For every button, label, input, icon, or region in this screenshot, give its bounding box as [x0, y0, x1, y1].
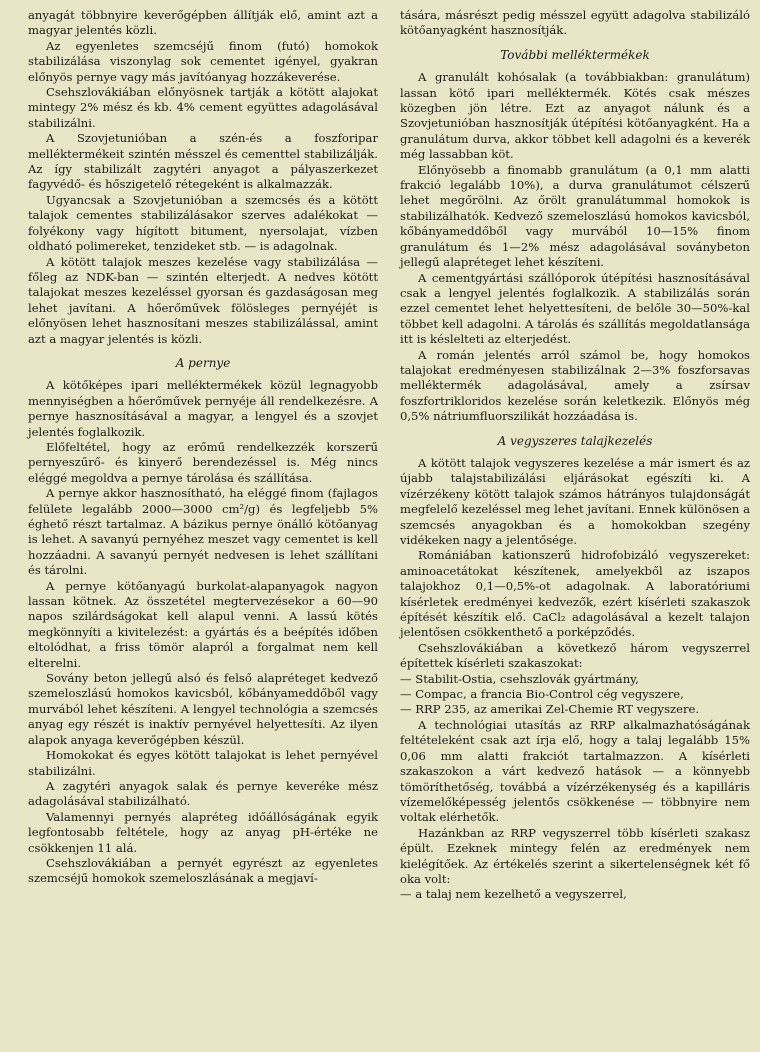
paragraph: A granulált kohósalak (a továbbiakban: granulátum) lassan kötő ipari melléktermék. Kötés csak mészes közegben jön létre. Ezt az anyagot nálunk és a Szovjetunióban hasznosítják útépítési kötőanyagként. Ha a granulátum durva, akkor többet kell adagolni és a keverék még lassabban köt. [400, 70, 750, 162]
paragraph: Ugyancsak a Szovjetunióban a szemcsés és a kötött talajok cementes stabilizálásakor szerves adalékokat — folyékony vagy hígított bitument, nyersolajat, vízben oldható polimereket, tenzideket stb. — is adagolnak. [28, 192, 378, 254]
paragraph: tására, másrészt pedig mésszel együtt adagolva stabilizáló kötőanyagként hasznosítják. [400, 8, 750, 38]
paragraph: A pernye kötőanyagú burkolat-alapanyagok nagyon lassan kötnek. Az összetétel megtervezésekor a 60—90 napos szilárdságokat kell alapul venni. A lassú kötés megkönnyíti a kivitelezést: a gyártás és a beépítés időben eltolódhat, a friss tömör alapról a forgalmat nem kell elterelni. [28, 578, 378, 670]
list-item: — Stabilit-Ostia, csehszlovák gyártmány, [400, 671, 639, 686]
section-heading: A vegyszeres talajkezelés [497, 433, 653, 448]
paragraph: Csehszlovákiában a következő három vegyszerrel építettek kísérleti szakaszokat: [400, 640, 750, 671]
paragraph: Sovány beton jellegű alsó és felső alapréteget kedvező szemeloszlású homokos kavicsból, kőbányameddőből vagy murvából lehet készíteni. A lengyel technológia a szemcsés anyag egy részét is inaktív pernyével helyettesíti. Az ilyen alapok anyaga keverőgépben készül. [28, 671, 378, 747]
paragraph: Homokokat és egyes kötött talajokat is lehet pernyével stabilizálni. [28, 748, 378, 778]
paragraph: Valamennyi pernyés alapréteg időállóságának egyik legfontosabb feltétele, hogy az anyag pH-értéke ne csökkenjen 11 alá. [28, 809, 378, 855]
left-column [28, 8, 378, 903]
paragraph: Előfeltétel, hogy az erőmű rendelkezzék korszerű pernyeszűrő- és kinyerő berendezéssel is. Még nincs eléggé megoldva a pernye tárolása és szállítása. [28, 439, 378, 485]
paragraph: Csehszlovákiában a pernyét egyrészt az egyenletes szemcséjű homokok szemeloszlásának a megjaví- [28, 855, 378, 886]
list-item: — a talaj nem kezelhető a vegyszerrel, [400, 887, 627, 902]
right-column [400, 8, 750, 903]
paragraph: anyagát többnyire keverőgépben állítják elő, amint azt a magyar jelentés közli. [28, 8, 378, 38]
paragraph: Romániában kationszerű hidrofobizáló vegyszereket: aminoacetátokat készítenek, amelyekből az iszapos talajokhoz 0,1—0,5%-ot adagolnak. A laboratóriumi kísérletek eredményei kedvezők, ezért kísérleti szakaszok építését készítik elő. CaCl₂ adagolásával a kezelt talajon jelentősen csökkenthető a porképződés. [400, 548, 750, 640]
list-item: — Compac, a francia Bio-Control cég vegyszere, [400, 687, 684, 702]
paragraph: A technológiai utasítás az RRP alkalmazhatóságának feltételeként csak azt írja elő, hogy a talaj legalább 15% 0,06 mm alatti frakciót tartalmazzon. A kísérleti szakaszokon a várt kedvező hatások — a könnyebb tömöríthetőség, továbbá a vízérzékenység és a kapilláris vízemelőképesség jelentős csökkenése — többnyire nem voltak elérhetők. [400, 717, 750, 825]
paragraph: A kötőképes ipari melléktermékek közül legnagyobb mennyiségben a hőerőművek pernyéje áll rendelkezésre. A pernye hasznosításával a magyar, a lengyel és a szovjet jelentés foglalkozik. [28, 378, 378, 439]
paragraph: A kötött talajok meszes kezelése vagy stabilizálása — főleg az NDK-ban — szintén elterjedt. A nedves kötött talajokat meszes kezeléssel gyorsan és gazdaságosan meg lehet javítani. A hőerőművek fölösleges pernyéjét is előnyösen lehet hasznosítani meszes stabilizálással, amint azt a magyar jelentés is közli. [28, 254, 378, 346]
section-heading: A pernye [175, 355, 231, 370]
paragraph: A román jelentés arról számol be, hogy homokos talajokat eredményesen stabilizálnak 2—3% foszforsavas melléktermék adagolásával, amely a zsírsav foszfortrikloridos kezelése során keletkezik. Előnyös még 0,5% nátriumfluorszilikát hozzáadása is. [400, 347, 750, 424]
paragraph: A cementgyártási szállóporok útépítési hasznosításával csak a lengyel jelentés foglalkozik. A stabilizálás során ezzel cementet lehet helyettesíteni, de belőle 30—50%-kal többet kell adagolni. A tárolás és szállítás megoldatlansága itt is késlelteti az elterjedést. [400, 270, 750, 347]
section-heading: További melléktermékek [500, 47, 650, 62]
paragraph: Előnyösebb a finomabb granulátum (a 0,1 mm alatti frakció legalább 10%), a durva granulátumot célszerű lehet megőrölni. Az őrölt granulátummal homokok is stabilizálhatók. Kedvező szemeloszlású homokos kavicsból, kőbányameddőből vagy murvából 10—15% finom granulátum és 1—2% mész adagolásával soványbeton jellegű alapréteget lehet készíteni. [400, 162, 750, 270]
paragraph: Csehszlovákiában előnyösnek tartják a kötött alajokat mintegy 2% mész és kb. 4% cement együttes adagolásával stabilizálni. [28, 85, 378, 130]
paragraph: A zagytéri anyagok salak és pernye keveréke mész adagolásával stabilizálható. [28, 778, 378, 809]
list-item: — RRP 235, az amerikai Zel-Chemie RT vegyszere. [400, 702, 700, 717]
paragraph: Hazánkban az RRP vegyszerrel több kísérleti szakasz épült. Ezeknek mintegy felén az eredmények nem kielégítőek. Az értékelés szerint a sikertelenségnek két fő oka volt: [400, 825, 750, 886]
paragraph: A Szovjetunióban a szén-és a foszforipar melléktermékeit szintén mésszel és cementtel stabilizálják. Az így stabilizált zagytéri anyagot a pályaszerkezet fagyvédő- és hőszigetelő rétegeként is alkalmazzák. [28, 131, 378, 192]
paragraph: Az egyenletes szemcséjű finom (futó) homokok stabilizálása viszonylag sok cementet igényel, gyakran előnyös pernye vagy más javítóanyag hozzákeverése. [28, 38, 378, 84]
paragraph: A kötött talajok vegyszeres kezelése a már ismert és az újabb talajstabilizálási eljárásokat egészíti ki. A vízérzékeny kötött talajok számos hátrányos tulajdonságát megfelelő kezeléssel meg lehet javítani. Ennek különösen a szemcsés anyagokban és a homokokban szegény vidékeken nagy a jelentősége. [400, 455, 750, 547]
paragraph: A pernye akkor hasznosítható, ha eléggé finom (fajlagos felülete legalább 2000—3000 cm²/g) és legfeljebb 5% éghető részt tartalmaz. A bázikus pernye önálló kötőanyag is lehet. A savanyú pernyéhez meszet vagy cementet is kell hozzáadni. A savanyú pernyét nedvesen is lehet szállítani és tárolni. [28, 486, 378, 578]
